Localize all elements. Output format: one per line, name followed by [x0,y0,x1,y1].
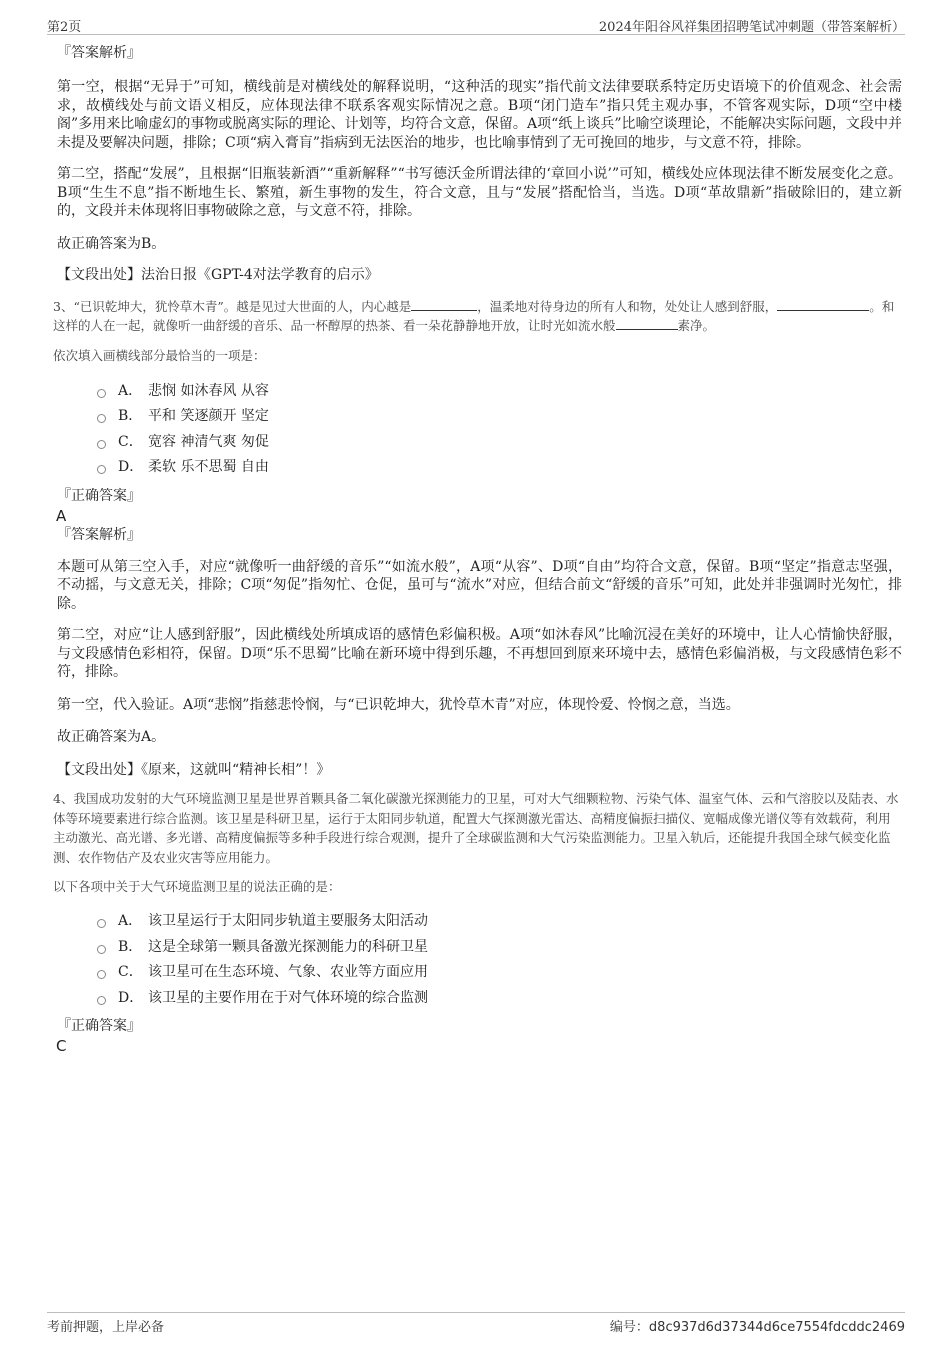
option-b[interactable]: B． 平和 笑逐颜开 坚定 [97,404,902,430]
option-d[interactable]: D． 柔软 乐不思蜀 自由 [97,455,902,481]
option-a[interactable]: A． 悲悯 如沐春风 从容 [97,379,902,405]
question-stem: 3、“已识乾坤大，犹怜草木青”。越是见过大世面的人，内心越是 ，温柔地对待身边的所有人和物，处处让人感到舒服， 。和这样的人在一起，就像听一曲舒缓的音乐、品一杯醇厚的热茶、看一朵花静静地开放，让时光如流水般 素净。 [53,298,895,333]
source-citation: 【文段出处】法治日报《GPT-4对法学教育的启示》 [57,267,379,283]
answer-blank [616,317,678,330]
analysis-paragraph: 第二空，搭配“发展”，且根据“旧瓶装新酒”“重新解释”“书写德沃金所谓法律的‘章回小说’”可知，横线处应体现法律不断发展变化之意。B项“生生不息”指不断地生长、繁殖，新生事物的发生，符合文意，且与“发展”搭配恰当，当选。D项“革故鼎新”指破除旧的，建立新的，文段并未体现将旧事物破除之意，与文意不符，排除。 [57,166,902,219]
option-c[interactable]: C． 该卫星可在生态环境、气象、农业等方面应用 [97,960,902,986]
page-content [53,44,902,1055]
radio-button[interactable] [97,440,106,449]
correct-answer-label: 『正确答案』 [57,487,141,504]
answer-blank [777,298,839,311]
analysis-label: 『答案解析』 [57,45,141,61]
option-list [57,379,902,481]
page-header [47,14,905,35]
question-prompt: 以下各项中关于大气环境监测卫星的说法正确的是： [53,879,341,894]
radio-button[interactable] [97,389,106,398]
analysis-paragraph: 第一空，代入验证。A项“悲悯”指慈悲怜悯，与“已识乾坤大，犹怜草木青”对应，体现怜爱、怜悯之意，当选。 [57,696,740,713]
analysis-paragraph: 第二空，对应“让人感到舒服”，因此横线处所填成语的感情色彩偏积极。A项“如沐春风”比喻沉浸在美好的环境中，让人心情愉快舒服，与文段感情色彩相符，保留。D项“乐不思蜀”比喻在新环境中得到乐趣，不再想回到原来环境中去，感情色彩偏消极，与文段感情色彩不符，排除。 [57,627,902,680]
radio-button[interactable] [97,996,106,1005]
radio-button[interactable] [97,414,106,423]
document-title: 2024年阳谷风祥集团招聘笔试冲刺题（带答案解析） [598,20,905,35]
radio-button[interactable] [97,465,106,474]
document-code: 编号：d8c937d6d37344d6ce7554fdcddc2469 [609,1320,905,1335]
analysis-label: 『答案解析』 [57,526,141,543]
correct-answer: C [56,1037,67,1055]
question-stem: 4、我国成功发射的大气环境监测卫星是世界首颗具备二氧化碳激光探测能力的卫星，可对大气细颗粒物、污染气体、温室气体、云和气溶胶以及陆表、水体等环境要素进行综合监测。该卫星是科研卫星，运行于太阳同步轨道，配置大气探测激光雷达、高精度偏振扫描仪、宽幅成像光谱仪等有效载荷，利用主动激光、高光谱、多光谱、高精度偏振等多种手段进行综合观测，提升了全球碳监测和大气污染监测能力。卫星入轨后，还能提升我国全球气候变化监测、农作物估产及农业灾害等应用能力。 [53,791,899,865]
option-d[interactable]: D． 该卫星的主要作用在于对气体环境的综合监测 [97,986,902,1012]
question-prompt: 依次填入画横线部分最恰当的一项是： [53,347,266,363]
analysis-paragraph: 第一空，根据“无异于”可知，横线前是对横线处的解释说明，“这种活的现实”指代前文法律要联系特定历史语境下的价值观念、社会需求，故横线处与前文语义相反，应体现法律不联系客观实际情况之意。B项“闭门造车”指只凭主观办事，不管客观实际，D项“空中楼阁”多用来比喻虚幻的事物或脱离实际的理论、计划等，均符合文意，保留。A项“纸上谈兵”比喻空谈理论，不能解决实际问题，文段中并未提及要解决问题，排除；C项“病入膏肓”指病到无法医治的地步，也比喻事情到了无可挽回的地步，与文意不符，排除。 [57,79,902,151]
page-number: 第2页 [47,20,82,35]
correct-answer: A [56,506,67,525]
radio-button[interactable] [97,919,106,928]
answer-blank [839,298,869,311]
page-footer [47,1312,905,1333]
source-citation: 【文段出处】《原来，这就叫“精神长相”！》 [57,761,331,778]
radio-button[interactable] [97,945,106,954]
option-list [57,909,902,1011]
option-b[interactable]: B． 这是全球第一颗具备激光探测能力的科研卫星 [97,935,902,961]
radio-button[interactable] [97,970,106,979]
option-a[interactable]: A． 该卫星运行于太阳同步轨道主要服务太阳活动 [97,909,902,935]
correct-answer-label: 『正确答案』 [57,1018,141,1034]
conclusion: 故正确答案为B。 [57,235,166,252]
analysis-paragraph: 本题可从第三空入手，对应“就像听一曲舒缓的音乐”“如流水般”，A项“从容”、D项“自由”均符合文意，保留。B项“坚定”指意志坚强，不动摇，与文意无关，排除；C项“匆促”指匆忙、仓促，虽可与“流水”对应，但结合前文“舒缓的音乐”可知，此处并非强调时光匆忙，排除。 [57,558,902,612]
option-c[interactable]: C． 宽容 神清气爽 匆促 [97,430,902,456]
footer-slogan: 考前押题，上岸必备 [47,1320,165,1335]
conclusion: 故正确答案为A。 [57,729,166,745]
answer-blank [411,298,477,311]
